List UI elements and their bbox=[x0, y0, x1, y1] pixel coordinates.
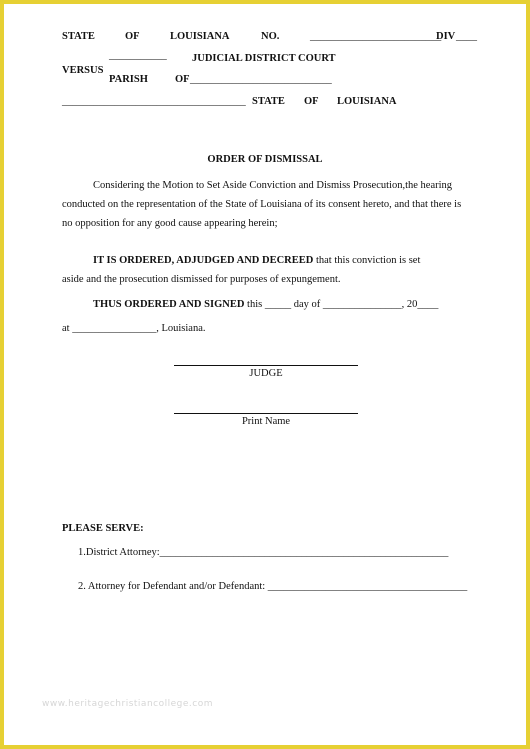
serve-item-defendant-attorney: 2. Attorney for Defendant and/or Defendant: ______________________________________ bbox=[78, 581, 468, 592]
caption-parish-label: PARISH bbox=[109, 74, 148, 85]
caption-parish-blank: ___________________________ bbox=[190, 74, 332, 85]
caption-parish-of-label: OF bbox=[175, 74, 190, 85]
print-name-label: Print Name bbox=[241, 416, 291, 427]
caption-div-blank: ____ bbox=[456, 31, 477, 42]
caption-no-blank: _________________________ bbox=[310, 31, 442, 42]
paragraph-1-line-1: Considering the Motion to Set Aside Conviction and Dismiss Prosecution,the hearing bbox=[93, 180, 453, 191]
order-title: ORDER OF DISMISSAL bbox=[207, 154, 323, 165]
at-line: at ________________, Louisiana. bbox=[62, 323, 206, 334]
order-paragraph-1 bbox=[62, 176, 482, 233]
caption-no-label: NO. bbox=[261, 31, 280, 42]
caption-state2-label: STATE bbox=[252, 96, 285, 107]
caption-div-label: DIV bbox=[436, 31, 456, 42]
caption-versus-label: VERSUS bbox=[62, 65, 104, 76]
watermark-text: www.heritagechristiancollege.com bbox=[42, 699, 213, 709]
ordered-line-1 bbox=[62, 251, 482, 270]
caption-of-label: OF bbox=[125, 31, 140, 42]
caption-defendant-blank: ___________________________________ bbox=[62, 96, 246, 107]
signed-line bbox=[93, 295, 438, 314]
signed-bold-text: THUS ORDERED AND SIGNED bbox=[93, 299, 245, 310]
judge-label: JUDGE bbox=[249, 368, 283, 379]
print-name-line bbox=[174, 413, 358, 414]
please-serve-heading: PLEASE SERVE: bbox=[62, 523, 144, 534]
paragraph-1-line-2: conducted on the representation of the State of Louisiana of its consent hereto, and that there is bbox=[62, 199, 462, 210]
signed-rest-text: this _____ day of _______________, 20____ bbox=[244, 299, 439, 310]
caption-of2-label: OF bbox=[304, 96, 319, 107]
caption-district-blank: ___________ bbox=[109, 50, 167, 61]
serve-item-district-attorney: 1.District Attorney:_______________________________________________________ bbox=[78, 547, 449, 558]
judge-signature-line bbox=[174, 365, 358, 366]
ordered-rest-text: that this conviction is set bbox=[313, 255, 421, 266]
paragraph-1-line-3: no opposition for any good cause appearing herein; bbox=[62, 218, 278, 229]
ordered-paragraph bbox=[62, 251, 482, 289]
caption-court-name: JUDICIAL DISTRICT COURT bbox=[192, 53, 336, 64]
ordered-line-2: aside and the prosecution dismissed for purposes of expungement. bbox=[62, 274, 341, 285]
caption-state-label: STATE bbox=[62, 31, 95, 42]
caption-state2-value: LOUISIANA bbox=[337, 96, 397, 107]
caption-state-value: LOUISIANA bbox=[170, 31, 230, 42]
ordered-bold-text: IT IS ORDERED, ADJUDGED AND DECREED bbox=[93, 255, 314, 266]
